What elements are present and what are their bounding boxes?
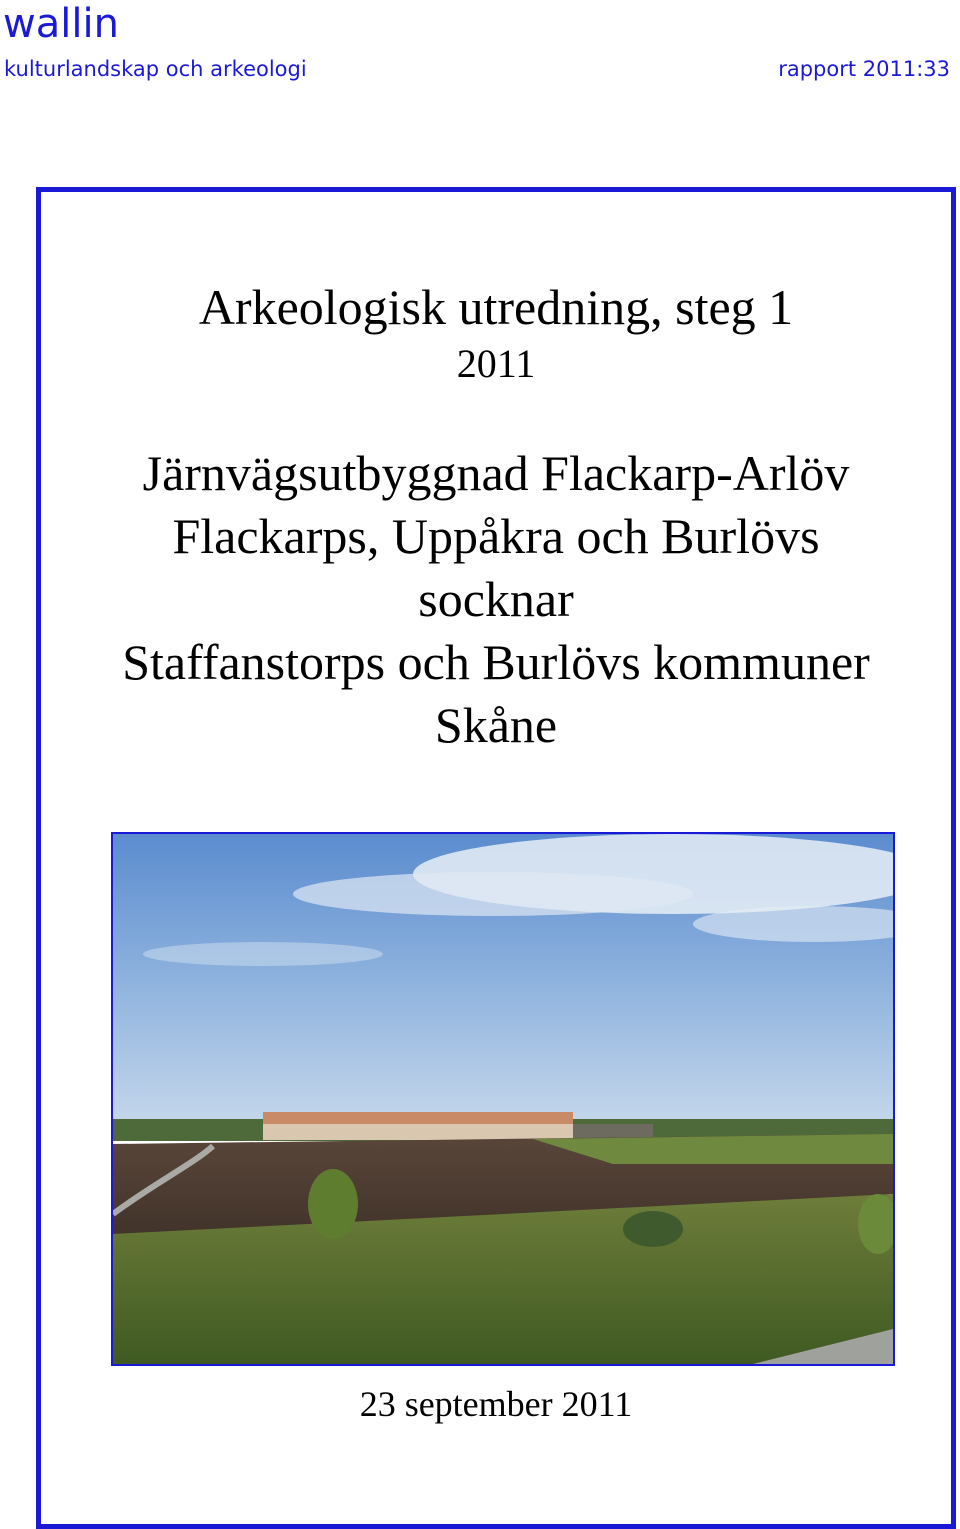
report-number: rapport 2011:33: [778, 57, 950, 81]
subtitle-line: Skåne: [434, 697, 558, 753]
subtitle-line: Järnvägsutbyggnad Flackarp-Arlöv: [142, 445, 850, 501]
report-title: Arkeologisk utredning, steg 1: [198, 279, 794, 335]
cover-frame: [36, 187, 956, 1529]
brand-tagline: kulturlandskap och arkeologi: [4, 57, 307, 81]
report-date: 23 september 2011: [359, 1384, 633, 1424]
report-year: 2011: [456, 341, 536, 386]
landscape-photo: [113, 834, 893, 1364]
subtitle-line: Staffanstorps och Burlövs kommuner: [122, 634, 870, 690]
brand-logo: wallin: [3, 1, 119, 47]
cover-photo: [111, 832, 895, 1366]
subtitle-line: socknar: [418, 571, 574, 627]
subtitle-line: Flackarps, Uppåkra och Burlövs: [172, 508, 820, 564]
